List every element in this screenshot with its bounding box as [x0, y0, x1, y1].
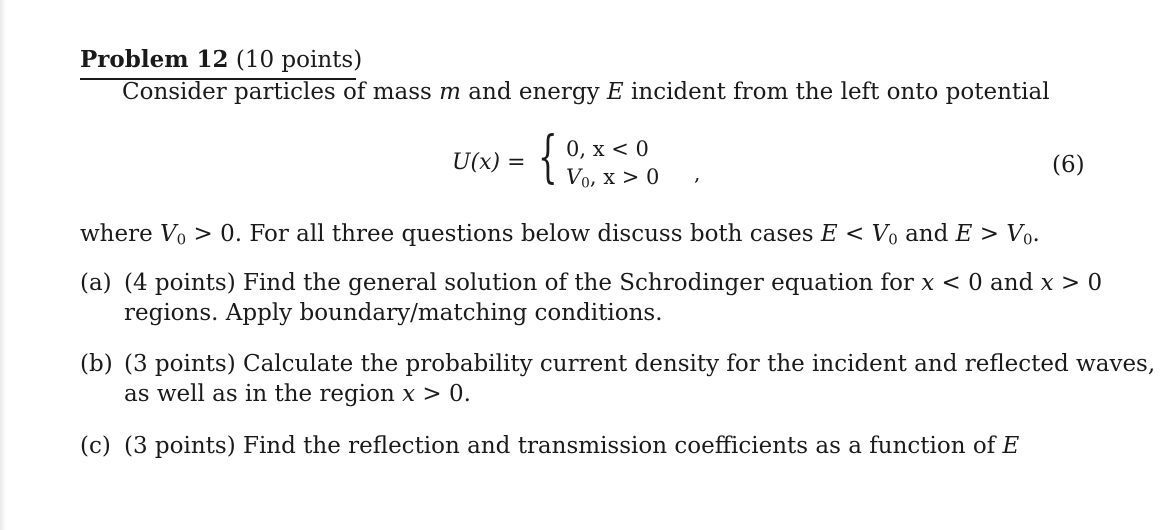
- where-text-1: where: [80, 221, 161, 247]
- problem-intro: [122, 76, 1050, 108]
- question-b-text-2: as well as in the region: [124, 381, 403, 407]
- where-statement: [80, 218, 1040, 250]
- left-brace: {: [538, 125, 558, 190]
- problem-points: (10 points): [235, 47, 363, 73]
- where-v: V: [160, 221, 177, 247]
- question-c-tag: (c): [80, 433, 111, 459]
- where-e1: E: [820, 221, 838, 247]
- question-b-line-2: [124, 379, 471, 409]
- equation-trailing-comma: ,: [694, 161, 701, 185]
- question-a-text-1: (4 points) Find the general solution of the Schrodinger equation for: [124, 270, 922, 296]
- case2-v: V: [566, 165, 582, 189]
- where-v2: V: [871, 221, 889, 247]
- page-edge-shadow: [0, 0, 6, 530]
- question-b-text-1: (3 points) Calculate the probability current density for the incident and reflected waves,: [124, 351, 1156, 377]
- question-c-text-1: (3 points) Find the reflection and transmission coefficients as a function of: [124, 433, 1003, 459]
- where-text-2: > 0. For all three questions below discuss both cases: [186, 221, 821, 247]
- problem-title: Problem 12: [80, 46, 229, 73]
- equation-number: (6): [1052, 152, 1085, 178]
- question-b: [80, 349, 1156, 407]
- where-v3-sub: 0: [1022, 230, 1033, 249]
- intro-mass-symbol: m: [439, 79, 461, 105]
- question-b-tag: (b): [80, 351, 113, 377]
- question-a-tag: (a): [80, 270, 112, 296]
- problem-heading: [80, 44, 362, 76]
- case2-sub: 0: [581, 175, 590, 192]
- question-c-e: E: [1002, 433, 1020, 459]
- equation-case-1: 0, x < 0: [566, 137, 649, 161]
- intro-text-1: Consider particles of mass: [122, 79, 440, 105]
- question-a-text-3: > 0: [1053, 270, 1103, 296]
- where-text-3: <: [837, 221, 872, 247]
- equation-case-2: [566, 164, 659, 190]
- question-a: [80, 268, 1103, 326]
- equation-lhs: [452, 148, 526, 178]
- where-v2-sub: 0: [888, 230, 898, 249]
- case2-rest: , x > 0: [589, 165, 660, 189]
- question-b-x: x: [402, 381, 416, 407]
- question-a-x1: x: [921, 270, 935, 296]
- where-e2: E: [955, 221, 973, 247]
- where-v3: V: [1006, 221, 1023, 247]
- where-text-6: .: [1032, 221, 1040, 247]
- question-b-text-3: > 0.: [415, 381, 471, 407]
- intro-text-3: incident from the left onto potential: [623, 79, 1050, 105]
- question-c: [80, 431, 1019, 461]
- where-v-sub: 0: [176, 230, 187, 249]
- where-text-4: and: [897, 221, 956, 247]
- question-a-line-2: regions. Apply boundary/matching conditions.: [124, 300, 663, 326]
- equation-lhs-text: U(x) =: [452, 150, 526, 175]
- question-a-text-2: < 0 and: [934, 270, 1041, 296]
- potential-equation: [452, 125, 712, 194]
- intro-text-2: and energy: [460, 79, 607, 105]
- question-a-x2: x: [1040, 270, 1054, 296]
- intro-energy-symbol: E: [606, 79, 624, 105]
- where-text-5: >: [972, 221, 1007, 247]
